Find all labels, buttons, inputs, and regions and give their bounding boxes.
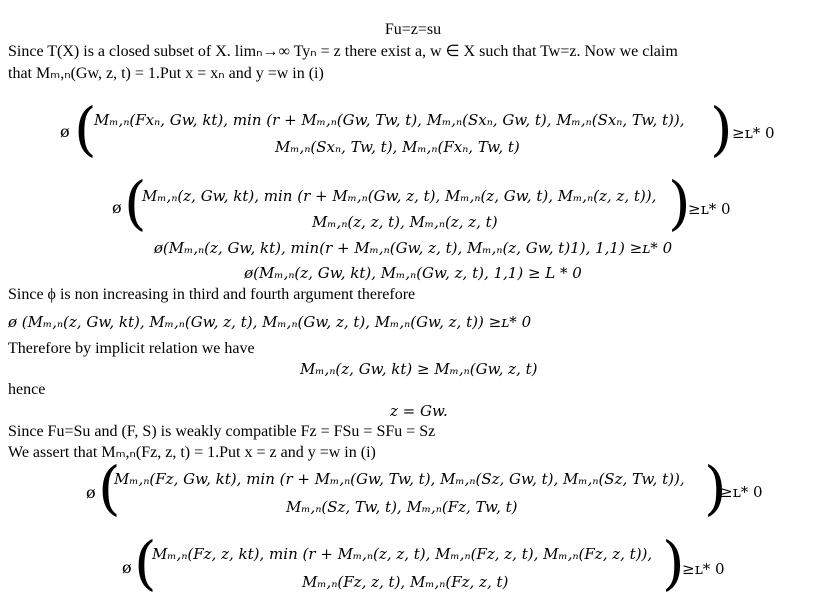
equation-line-10: z = Gw. (390, 402, 448, 420)
right-paren: ) (710, 95, 733, 163)
equation-block-3 (86, 454, 786, 522)
left-paren: ( (134, 529, 157, 597)
right-paren: ) (662, 529, 685, 597)
text-line-5: Since ϕ is non increasing in third and fourth argument therefore (8, 286, 416, 303)
text-line-1: Since T(X) is a closed subset of X. limₙ→∞ Tyₙ = z there exist a, w ∈ X such that Tw=z. Now we claim (8, 43, 678, 60)
equation-block-1 (60, 95, 780, 163)
relation: ≥ʟ* 0 (688, 200, 731, 218)
equation-row-2: Mₘ,ₙ(Fz, z, t), Mₘ,ₙ(Fz, z, t) (302, 573, 509, 591)
equation-block-4 (122, 529, 742, 600)
equation-row-1: Mₘ,ₙ(z, Gw, kt), min (r + Mₘ,ₙ(Gw, z, t), Mₘ,ₙ(z, Gw, t), Mₘ,ₙ(z, z, t)), (142, 187, 657, 205)
relation: ≥ʟ* 0 (732, 124, 775, 142)
text-line-11: Since Fu=Su and (F, S) is weakly compatible Fz = FSu = SFu = Sz (8, 423, 436, 440)
phi-symbol: ø (112, 198, 122, 217)
phi-symbol: ø (60, 122, 70, 141)
phi-symbol: ø (86, 483, 96, 502)
text-line-12: We assert that Mₘ,ₙ(Fz, z, t) = 1.Put x = z and y =w in (i) (8, 444, 376, 461)
equation-row-2: Mₘ,ₙ(z, z, t), Mₘ,ₙ(z, z, t) (312, 213, 498, 231)
equation-row-1: Mₘ,ₙ(Fxₙ, Gw, kt), min (r + Mₘ,ₙ(Gw, Tw, t), Mₘ,ₙ(Sxₙ, Gw, t), Mₘ,ₙ(Sxₙ, Tw, t)), (94, 111, 685, 129)
equation-line-3: ø(Mₘ,ₙ(z, Gw, kt), min(r + Mₘ,ₙ(Gw, z, t), Mₘ,ₙ(z, Gw, t)1), 1,1) ≥ʟ* 0 (153, 239, 673, 257)
left-paren: ( (74, 95, 97, 163)
text-line-2: that Mₘ,ₙ(Gw, z, t) = 1.Put x = xₙ and y =w in (i) (8, 65, 324, 82)
right-paren: ) (704, 454, 727, 522)
equation-line-6: ø (Mₘ,ₙ(z, Gw, kt), Mₘ,ₙ(Gw, z, t), Mₘ,ₙ(Gw, z, t), Mₘ,ₙ(Gw, z, t)) ≥ʟ* 0 (8, 313, 532, 331)
equation-row-1: Mₘ,ₙ(Fz, Gw, kt), min (r + Mₘ,ₙ(Gw, Tw, t), Mₘ,ₙ(Sz, Gw, t), Mₘ,ₙ(Sz, Tw, t)), (114, 470, 685, 488)
relation: ≥ʟ* 0 (720, 483, 763, 501)
section-title: Fu=z=su (384, 21, 442, 38)
equation-line-4: ø(Mₘ,ₙ(z, Gw, kt), Mₘ,ₙ(Gw, z, t), 1,1) ≥ L * 0 (244, 264, 582, 282)
right-paren: ) (668, 169, 691, 237)
equation-row-1: Mₘ,ₙ(Fz, z, kt), min (r + Mₘ,ₙ(z, z, t), Mₘ,ₙ(Fz, z, t), Mₘ,ₙ(Fz, z, t)), (152, 545, 653, 563)
equation-row-2: Mₘ,ₙ(Sxₙ, Tw, t), Mₘ,ₙ(Fxₙ, Tw, t) (275, 138, 520, 156)
left-paren: ( (98, 454, 121, 522)
equation-line-8: Mₘ,ₙ(z, Gw, kt) ≥ Mₘ,ₙ(Gw, z, t) (300, 360, 538, 378)
text-line-9: hence (8, 381, 46, 398)
left-paren: ( (124, 169, 147, 237)
relation: ≥ʟ* 0 (682, 560, 725, 578)
phi-symbol: ø (122, 558, 132, 577)
equation-block-2 (112, 169, 752, 237)
text-line-7: Therefore by implicit relation we have (8, 340, 255, 357)
equation-row-2: Mₘ,ₙ(Sz, Tw, t), Mₘ,ₙ(Fz, Tw, t) (286, 498, 518, 516)
